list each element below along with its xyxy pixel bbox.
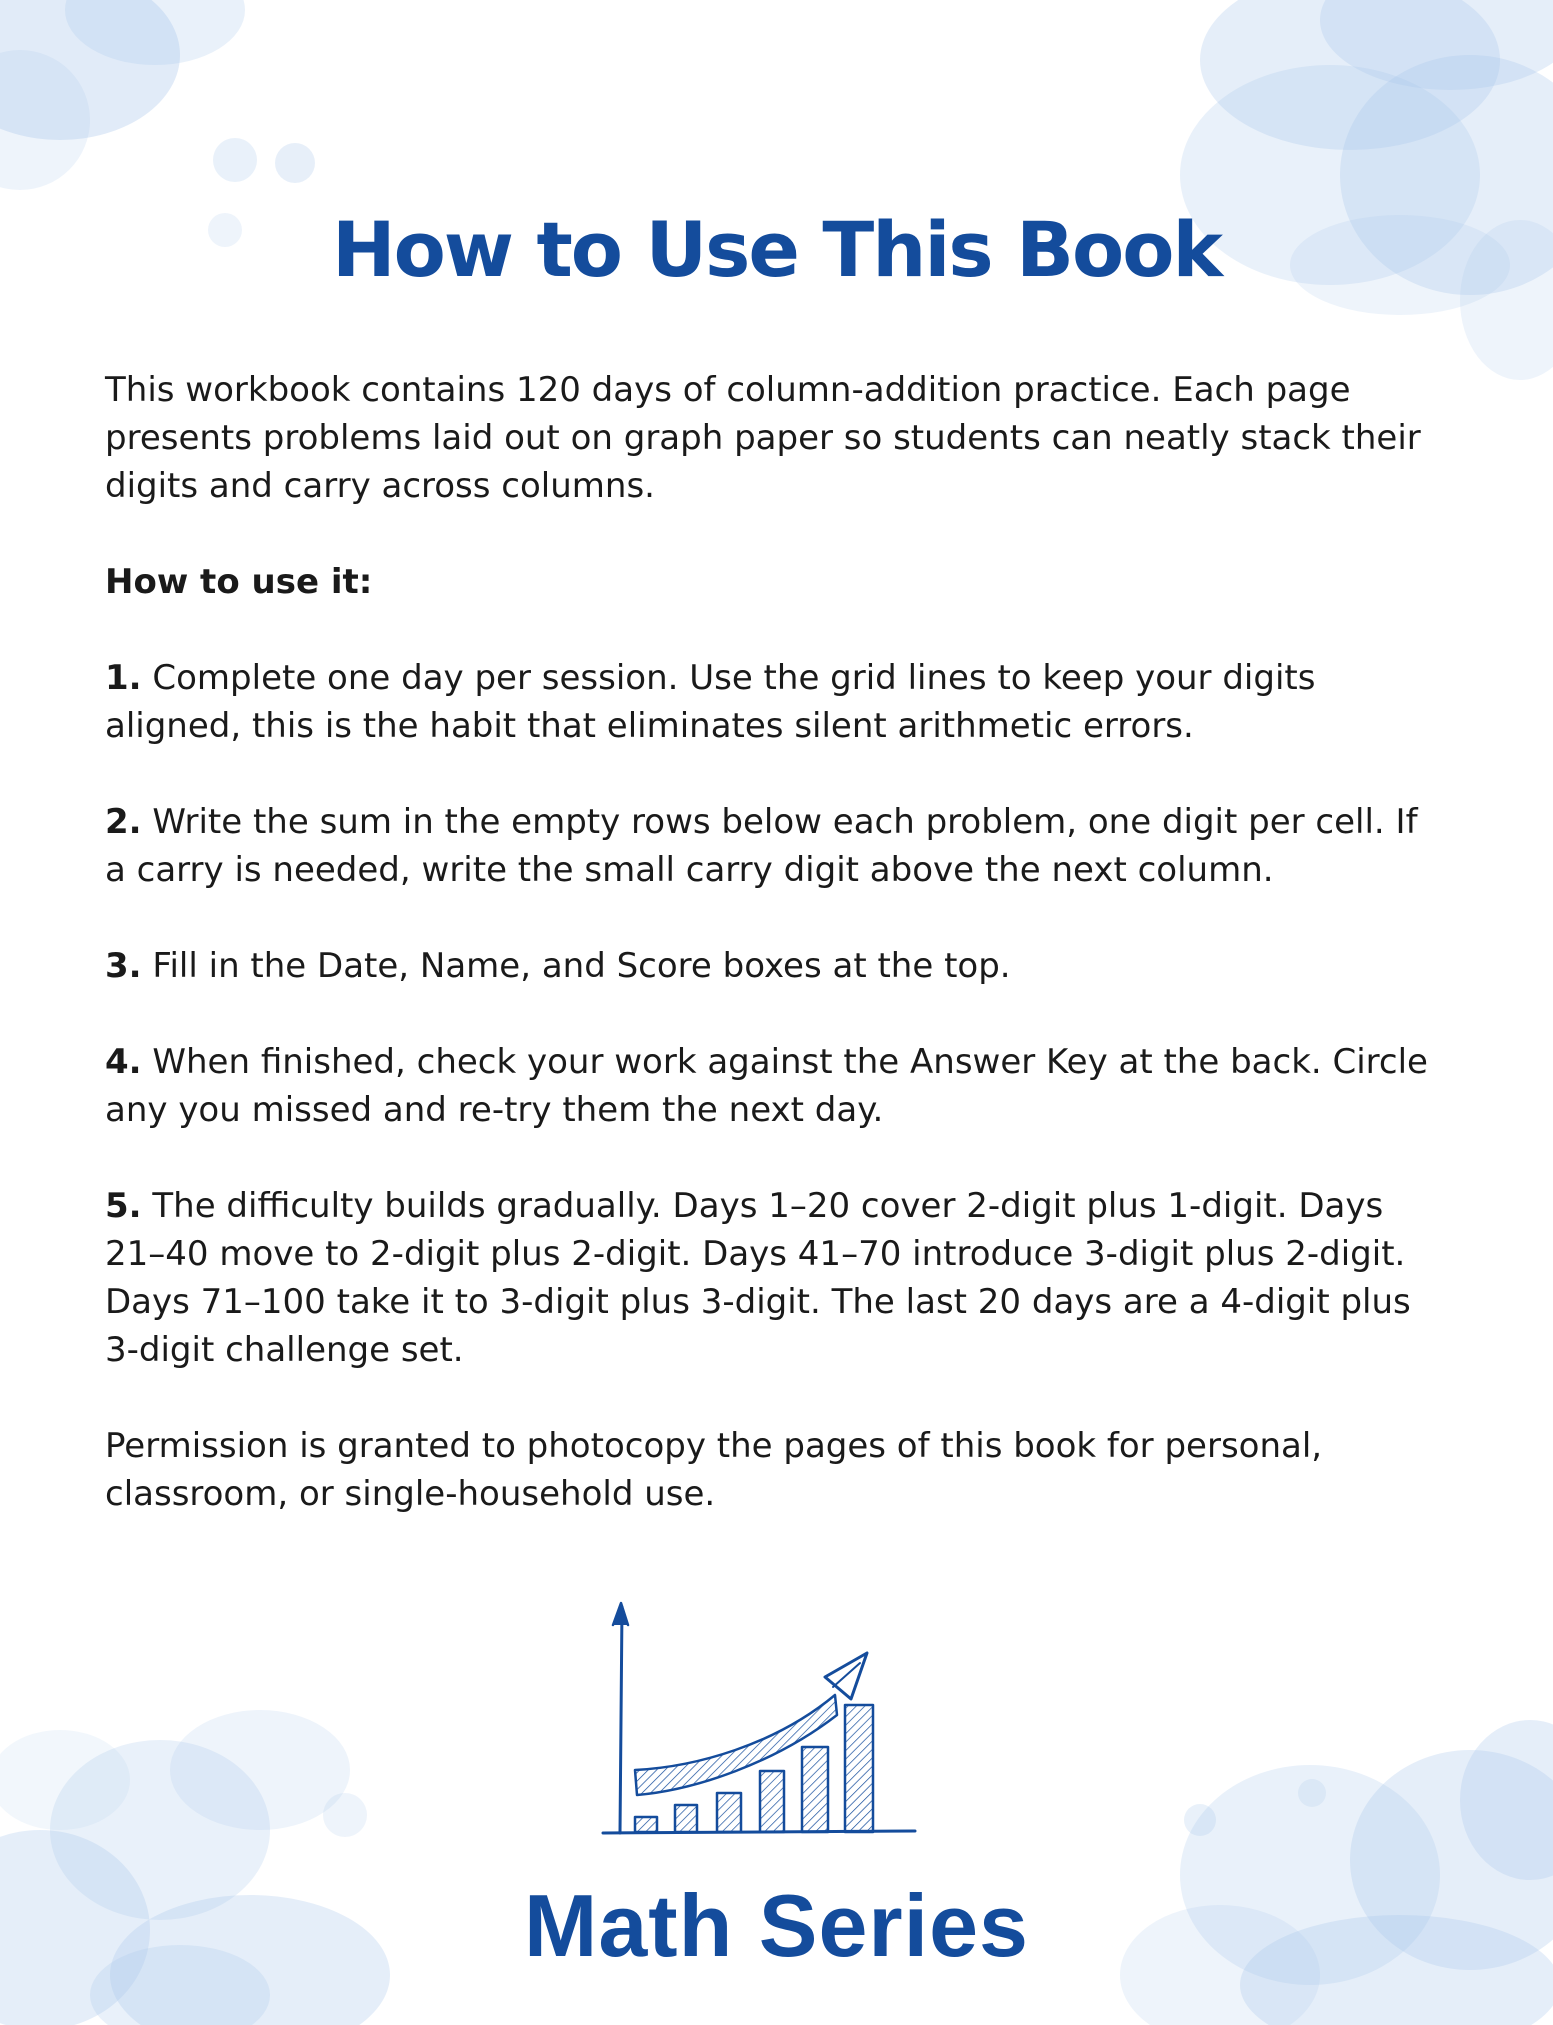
permission-note: Permission is granted to photocopy the pages of this book for personal, classroom, or single-household use. <box>105 1426 1323 1514</box>
step-number: 1. <box>105 658 142 698</box>
page-title: How to Use This Book <box>331 205 1222 294</box>
step-3 <box>105 942 1445 990</box>
step-text: Complete one day per session. Use the grid lines to keep your digits aligned, this is the habit that eliminates silent arithmetic errors. <box>105 658 1316 746</box>
howto-heading: How to use it: <box>105 562 373 602</box>
step-text: The difficulty builds gradually. Days 1–20 cover 2-digit plus 1-digit. Days 21–40 move to 2-digit plus 2-digit. Days 41–70 introduce 3-digit plus 2-digit. Days 71–100 take it to 3-digit plus 3-digit. The last 20 days are a 4-digit plus 3-digit challenge set. <box>105 1186 1411 1370</box>
bar-chart-growth-arrow-icon <box>585 1595 930 1845</box>
step-4 <box>105 1038 1445 1134</box>
step-number: 2. <box>105 802 142 842</box>
step-number: 4. <box>105 1042 142 1082</box>
step-2 <box>105 798 1445 894</box>
step-number: 5. <box>105 1186 142 1226</box>
step-text: Write the sum in the empty rows below each problem, one digit per cell. If a carry is needed, write the small carry digit above the next column. <box>105 802 1418 890</box>
step-5 <box>105 1182 1445 1374</box>
series-title: Math Series <box>524 1876 1029 1975</box>
step-text: Fill in the Date, Name, and Score boxes at the top. <box>152 946 1011 986</box>
instructions-body <box>105 366 1445 1566</box>
intro-paragraph: This workbook contains 120 days of column-addition practice. Each page presents problems laid out on graph paper so students can neatly stack their digits and carry across columns. <box>105 370 1421 506</box>
step-number: 3. <box>105 946 142 986</box>
step-text: When finished, check your work against the Answer Key at the back. Circle any you missed and re-try them the next day. <box>105 1042 1428 1130</box>
step-1 <box>105 654 1445 750</box>
